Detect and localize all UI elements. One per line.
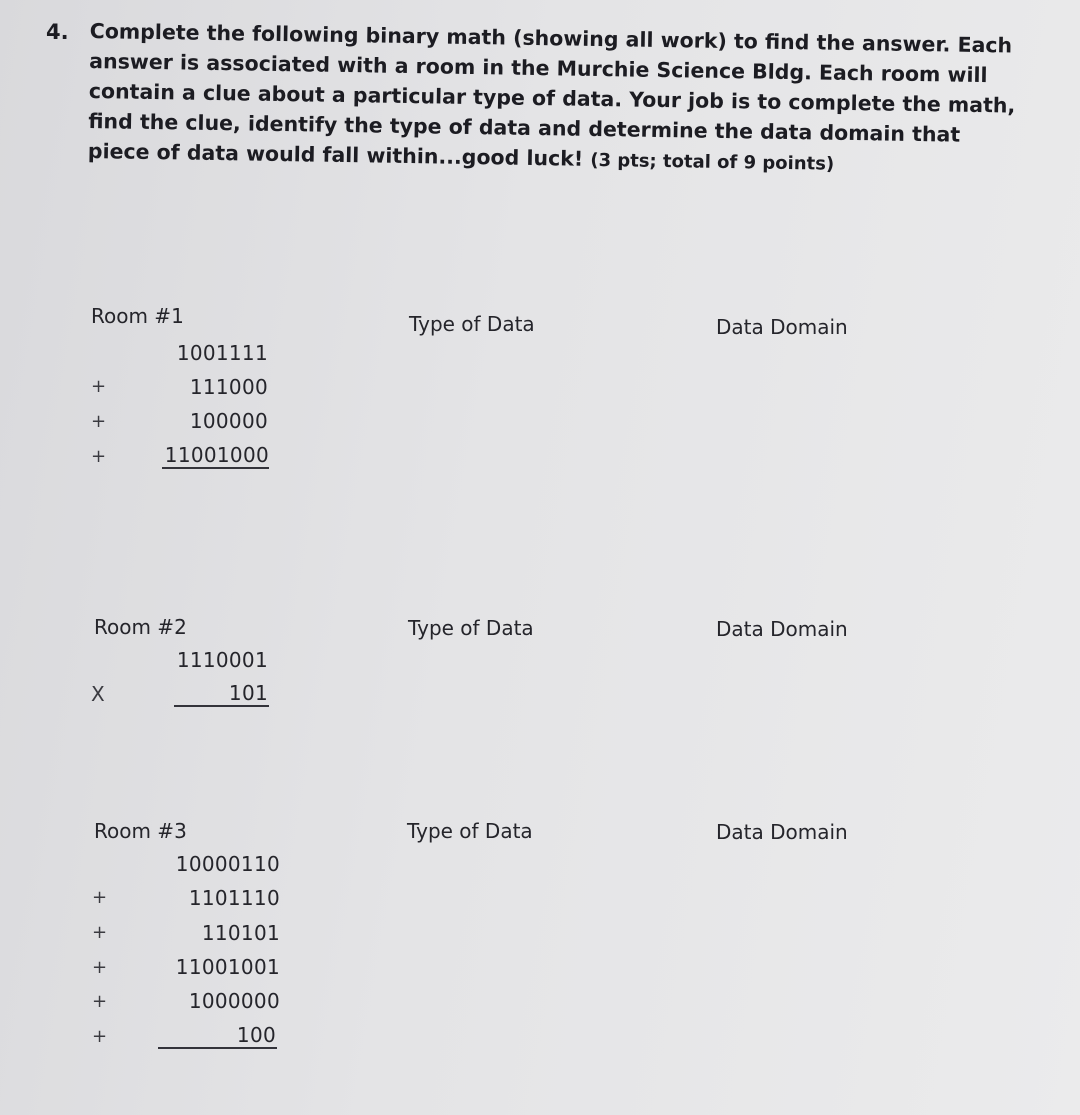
room-1-plus-1: + bbox=[91, 376, 107, 397]
room-1-data-domain: Data Domain bbox=[716, 315, 848, 339]
room-2-multiply-sign: X bbox=[91, 682, 105, 706]
room-3-number-2: 1101110 bbox=[188, 886, 280, 910]
room-2-number-2: 101 bbox=[228, 681, 268, 705]
question-body: Complete the following binary math (showing all work) to find the answer. Each answer is associated with a room in the Murchie Science Bldg. Each room will contain a clue about a particular type of data. Your job is to complete the math, find the clue, identify the type of data and determine the data domain that piece of data would fall within...good luck! bbox=[87, 18, 1016, 171]
question-text bbox=[88, 16, 1025, 183]
question-number: 4. bbox=[46, 20, 69, 44]
room-3-number-3: 110101 bbox=[201, 921, 280, 945]
room-1-sum-line bbox=[162, 467, 269, 469]
room-3-number-4: 11001001 bbox=[175, 955, 280, 979]
room-2-data-domain: Data Domain bbox=[716, 617, 848, 641]
room-2-type-of-data: Type of Data bbox=[408, 616, 534, 640]
room-1-number-1: 1001111 bbox=[176, 341, 268, 365]
room-2-number-1: 1110001 bbox=[176, 648, 268, 672]
room-2-product-line bbox=[174, 705, 269, 707]
room-1-plus-2: + bbox=[91, 411, 107, 432]
room-1-number-3: 100000 bbox=[189, 409, 268, 433]
room-1-type-of-data: Type of Data bbox=[409, 312, 535, 336]
room-3-plus-1: + bbox=[92, 887, 108, 908]
room-3-plus-5: + bbox=[92, 1026, 108, 1047]
room-3-number-6: 100 bbox=[236, 1023, 276, 1047]
room-3-data-domain: Data Domain bbox=[716, 820, 848, 844]
room-1-plus-3: + bbox=[91, 446, 107, 467]
room-1-number-2: 111000 bbox=[189, 375, 268, 399]
room-3-plus-2: + bbox=[92, 922, 108, 943]
room-3-number-1: 10000110 bbox=[175, 852, 280, 876]
room-3-type-of-data: Type of Data bbox=[407, 819, 533, 843]
room-3-number-5: 1000000 bbox=[188, 989, 280, 1013]
room-3-sum-line bbox=[158, 1047, 277, 1049]
room-3-plus-3: + bbox=[92, 957, 108, 978]
room-2-title: Room #2 bbox=[94, 615, 187, 639]
room-1-title: Room #1 bbox=[91, 304, 184, 328]
room-1-number-4: 11001000 bbox=[164, 443, 269, 467]
question-points: (3 pts; total of 9 points) bbox=[590, 149, 835, 175]
room-3-title: Room #3 bbox=[94, 819, 187, 843]
room-3-plus-4: + bbox=[92, 991, 108, 1012]
